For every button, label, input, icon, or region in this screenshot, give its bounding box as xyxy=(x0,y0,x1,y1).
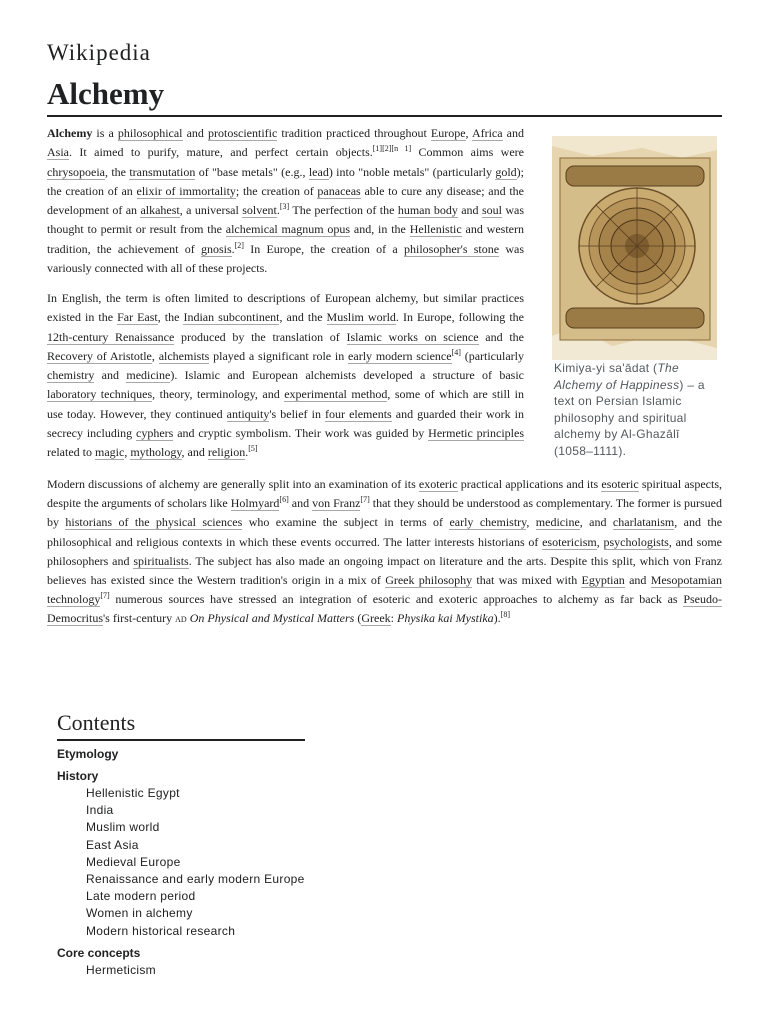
text-run: , theory, terminology, and xyxy=(152,387,285,402)
toc-subsection-link[interactable]: Muslim world xyxy=(86,820,160,835)
toc-subsection-link[interactable]: Modern historical research xyxy=(86,923,236,938)
article-link[interactable]: solvent xyxy=(242,203,277,218)
text-run: able to cure any disease; and the development of an xyxy=(47,183,525,218)
lead-paragraph-3 xyxy=(47,475,722,630)
article-link[interactable]: Mesopotamian technology xyxy=(47,573,723,607)
citation-ref[interactable]: [2] xyxy=(234,240,244,250)
text-run: is a xyxy=(92,126,118,140)
article-link[interactable]: Pseudo-Democritus xyxy=(47,592,722,626)
text-run: and xyxy=(457,203,482,218)
toc-section-link[interactable]: Etymology xyxy=(57,747,119,761)
article-link[interactable]: Europe xyxy=(430,126,466,140)
article-link[interactable]: 12th-century Renaissance xyxy=(47,329,175,344)
text-run: In Europe, the creation of a xyxy=(243,241,404,256)
text-run: was thought to permit or result from the xyxy=(47,203,524,237)
text-run: and xyxy=(182,126,208,140)
article-link[interactable]: alchemists xyxy=(158,348,210,363)
text-run: Modern discussions of alchemy are generally split into an examination of its xyxy=(47,477,419,491)
toc-section-link[interactable]: History xyxy=(57,769,99,783)
citation-ref[interactable]: [3] xyxy=(279,202,290,212)
article-link[interactable]: Greek philosophy xyxy=(385,573,473,588)
text-run: ) into "noble metals" (particularly xyxy=(328,164,496,179)
manuscript-image[interactable] xyxy=(552,136,717,360)
text-run: AD xyxy=(175,615,187,625)
article-link[interactable]: von Franz xyxy=(312,496,361,511)
article-link[interactable]: Asia xyxy=(47,145,69,160)
article-link[interactable]: protoscientific xyxy=(208,126,278,140)
article-link[interactable]: philosophical xyxy=(117,126,183,140)
article-link[interactable]: Holmyard xyxy=(230,496,280,511)
article-link[interactable]: four elements xyxy=(325,406,392,421)
manuscript-illustration xyxy=(552,136,717,360)
text-run: produced by the translation of xyxy=(174,329,347,344)
image-caption xyxy=(554,360,719,459)
text-run: , a universal xyxy=(179,203,243,218)
text-run: , xyxy=(596,534,604,549)
toc-subsection-link[interactable]: Late modern period xyxy=(86,889,196,904)
toc-subsection-link[interactable]: Hellenistic Egypt xyxy=(86,786,180,800)
text-run: ( xyxy=(354,611,362,626)
citation-ref[interactable]: [7] xyxy=(360,495,370,505)
article-link[interactable]: esotericism xyxy=(542,534,597,549)
article-link[interactable]: chrysopoeia xyxy=(47,164,105,179)
text-run: , xyxy=(526,515,536,530)
toc-section xyxy=(57,768,305,940)
text-run: , the xyxy=(104,164,130,179)
text-run: . The subject has also made an ongoing impact on literature and the arts. Despite this split, which von Franz believes has existed since the Western tradition's origin in a mix of xyxy=(47,553,722,588)
text-run: and, in the xyxy=(350,222,410,237)
text-run: that was mixed with xyxy=(472,573,582,588)
text-run: practical applications and its xyxy=(457,477,602,491)
text-run: , and xyxy=(181,445,208,460)
article-link[interactable]: transmutation xyxy=(129,164,196,179)
text-run: was variously connected with all of these projects. xyxy=(47,241,524,276)
article-link[interactable]: lead xyxy=(308,164,329,179)
text-run: , and some philosophers and xyxy=(47,534,723,568)
article-link[interactable]: psychologists xyxy=(603,534,669,549)
toc-section-link[interactable]: Core concepts xyxy=(57,945,141,960)
article-link[interactable]: alkahest xyxy=(140,203,180,218)
article-link[interactable]: Hellenistic xyxy=(409,222,462,237)
article-link[interactable]: cyphers xyxy=(136,426,174,441)
toc-subsection-link[interactable]: Medieval Europe xyxy=(86,854,181,869)
table-of-contents xyxy=(57,710,305,979)
text-run: , and xyxy=(579,515,613,530)
article-link[interactable]: Egyptian xyxy=(581,573,625,588)
article-link[interactable]: exoteric xyxy=(418,477,458,491)
article-link[interactable]: experimental method xyxy=(284,387,388,402)
text-run: and guarded their work in secrecy including xyxy=(47,406,525,441)
article-link[interactable]: Greek xyxy=(361,611,391,626)
text-run: . It aimed to purify, mature, and perfect certain objects. xyxy=(69,145,373,160)
text-run: spiritual aspects, despite the arguments of scholars like xyxy=(47,477,723,511)
article-link[interactable]: alchemical magnum opus xyxy=(225,222,351,237)
text-run: 's first-century xyxy=(103,611,176,626)
text-run: : xyxy=(390,611,398,626)
page-title: Alchemy xyxy=(47,76,722,117)
text-run: , some of which are still in use today. However, they continued xyxy=(47,387,524,421)
text-run: and xyxy=(94,368,127,383)
article-link[interactable]: human body xyxy=(397,203,458,218)
text-run: . xyxy=(245,445,249,460)
text-run: related to xyxy=(47,445,95,460)
text-run: and xyxy=(502,126,524,140)
article-link[interactable]: laboratory techniques xyxy=(47,387,153,402)
article-link[interactable]: gold xyxy=(495,164,517,179)
toc-list xyxy=(57,746,305,979)
text-run: Physika kai Mystika xyxy=(397,611,494,626)
caption-text-start: Kimiya-yi sa'ādat ( xyxy=(554,361,658,375)
caption-book-title[interactable]: The Alchemy of Happiness xyxy=(554,361,680,392)
text-run: ). xyxy=(493,611,501,626)
citation-ref[interactable]: [8] xyxy=(500,610,510,620)
article-link[interactable]: gnosis xyxy=(200,241,232,256)
lead-paragraph-1 xyxy=(47,124,524,278)
article-link[interactable]: Islamic works on science xyxy=(346,329,479,344)
text-run: that they should be understood as complementary. The former is pursued by xyxy=(47,496,723,530)
text-run: . xyxy=(231,241,235,256)
text-run: and western tradition, the achievement of xyxy=(47,222,524,256)
article-link[interactable]: early modern science xyxy=(348,348,452,363)
text-run: , xyxy=(151,348,159,363)
text-run: Common aims were xyxy=(411,145,524,160)
toc-subsection-link[interactable]: Women in alchemy xyxy=(86,906,193,921)
text-run: ); the creation of an xyxy=(47,164,525,198)
text-run: . In Europe, following the xyxy=(395,310,524,325)
article-link[interactable]: charlatanism xyxy=(612,515,675,530)
article-link[interactable]: mythology xyxy=(130,445,182,460)
text-run: and xyxy=(288,496,313,511)
toc-subsection-link[interactable]: Renaissance and early modern Europe xyxy=(86,872,305,887)
article-link[interactable]: Hermetic principles xyxy=(428,426,524,441)
text-run: and the xyxy=(478,329,524,344)
citation-ref[interactable]: [4] xyxy=(451,347,461,357)
article-link[interactable]: soul xyxy=(481,203,502,218)
citation-ref[interactable]: [5] xyxy=(248,444,258,454)
text-run: In English, the term is often limited to descriptions of European alchemy, but similar practices existed in the xyxy=(47,291,524,325)
citation-ref[interactable]: [7] xyxy=(100,591,110,601)
text-run: 's belief in xyxy=(269,406,326,421)
article-link[interactable]: spiritualists xyxy=(133,553,189,568)
text-run: tradition practiced throughout xyxy=(277,126,431,140)
text-run: (particularly xyxy=(460,348,524,363)
article-link[interactable]: Muslim world xyxy=(326,310,396,325)
text-run: , xyxy=(465,126,472,140)
text-run: , and the xyxy=(279,310,327,325)
toc-subsection-link[interactable]: Hermeticism xyxy=(86,962,156,977)
lead-paragraph-2 xyxy=(47,289,524,463)
text-run: . xyxy=(276,203,280,218)
toc-heading: Contents xyxy=(57,710,305,741)
text-run: of "base metals" (e.g., xyxy=(195,164,309,179)
article-link[interactable]: historians of the physical sciences xyxy=(65,515,243,530)
article-link[interactable]: religion xyxy=(207,445,246,460)
text-run: ). Islamic and European alchemists developed a structure of basic xyxy=(170,368,524,383)
article-link[interactable]: early chemistry xyxy=(449,515,527,530)
text-run: On Physical and Mystical Matters xyxy=(186,611,355,626)
citation-ref[interactable]: [6] xyxy=(279,495,289,505)
article-link[interactable]: medicine xyxy=(126,368,171,383)
text-run: , and the philosophical and religious contexts in which these events occurred. The latter interests historians of xyxy=(47,515,723,549)
article-link[interactable]: panaceas xyxy=(317,183,361,198)
toc-subsection-link[interactable]: India xyxy=(86,803,114,818)
text-run: and cryptic symbolism. Their work was guided by xyxy=(173,426,429,441)
article-link[interactable]: Africa xyxy=(471,126,503,140)
wikipedia-logo[interactable]: Wikipedia xyxy=(47,40,151,65)
text-run: and xyxy=(624,573,651,588)
article-link[interactable]: philosopher's stone xyxy=(404,241,500,256)
citation-ref[interactable]: [1][2][n 1] xyxy=(372,144,412,154)
text-run: , the xyxy=(157,310,184,325)
text-run: Alchemy xyxy=(47,126,93,140)
article-link[interactable]: Recovery of Aristotle xyxy=(47,348,152,363)
article-link[interactable]: medicine xyxy=(535,515,580,530)
caption-text-end: ) – a text on Persian Islamic philosophy and spiritual alchemy by Al-Ghazālī (1058–1111). xyxy=(554,377,705,458)
article-link[interactable]: esoteric xyxy=(601,477,639,491)
article-link[interactable]: magic xyxy=(94,445,125,460)
article-link[interactable]: Far East xyxy=(117,310,158,325)
article-link[interactable]: chemistry xyxy=(47,368,95,383)
text-run: , xyxy=(124,445,131,460)
toc-subsection-link[interactable]: East Asia xyxy=(86,837,139,852)
article-link[interactable]: Indian subcontinent xyxy=(183,310,280,325)
toc-section xyxy=(57,945,305,979)
text-run: ; the creation of xyxy=(235,183,318,198)
toc-section xyxy=(57,746,305,763)
text-run: played a significant role in xyxy=(209,348,349,363)
text-run: numerous sources have stressed an integration of esoteric and exoteric approaches to alchemy as far back as xyxy=(109,592,684,607)
article-link[interactable]: elixir of immortality xyxy=(136,183,236,198)
text-run: The perfection of the xyxy=(289,203,398,218)
article-link[interactable]: antiquity xyxy=(226,406,270,421)
text-run: who examine the subject in terms of xyxy=(242,515,450,530)
